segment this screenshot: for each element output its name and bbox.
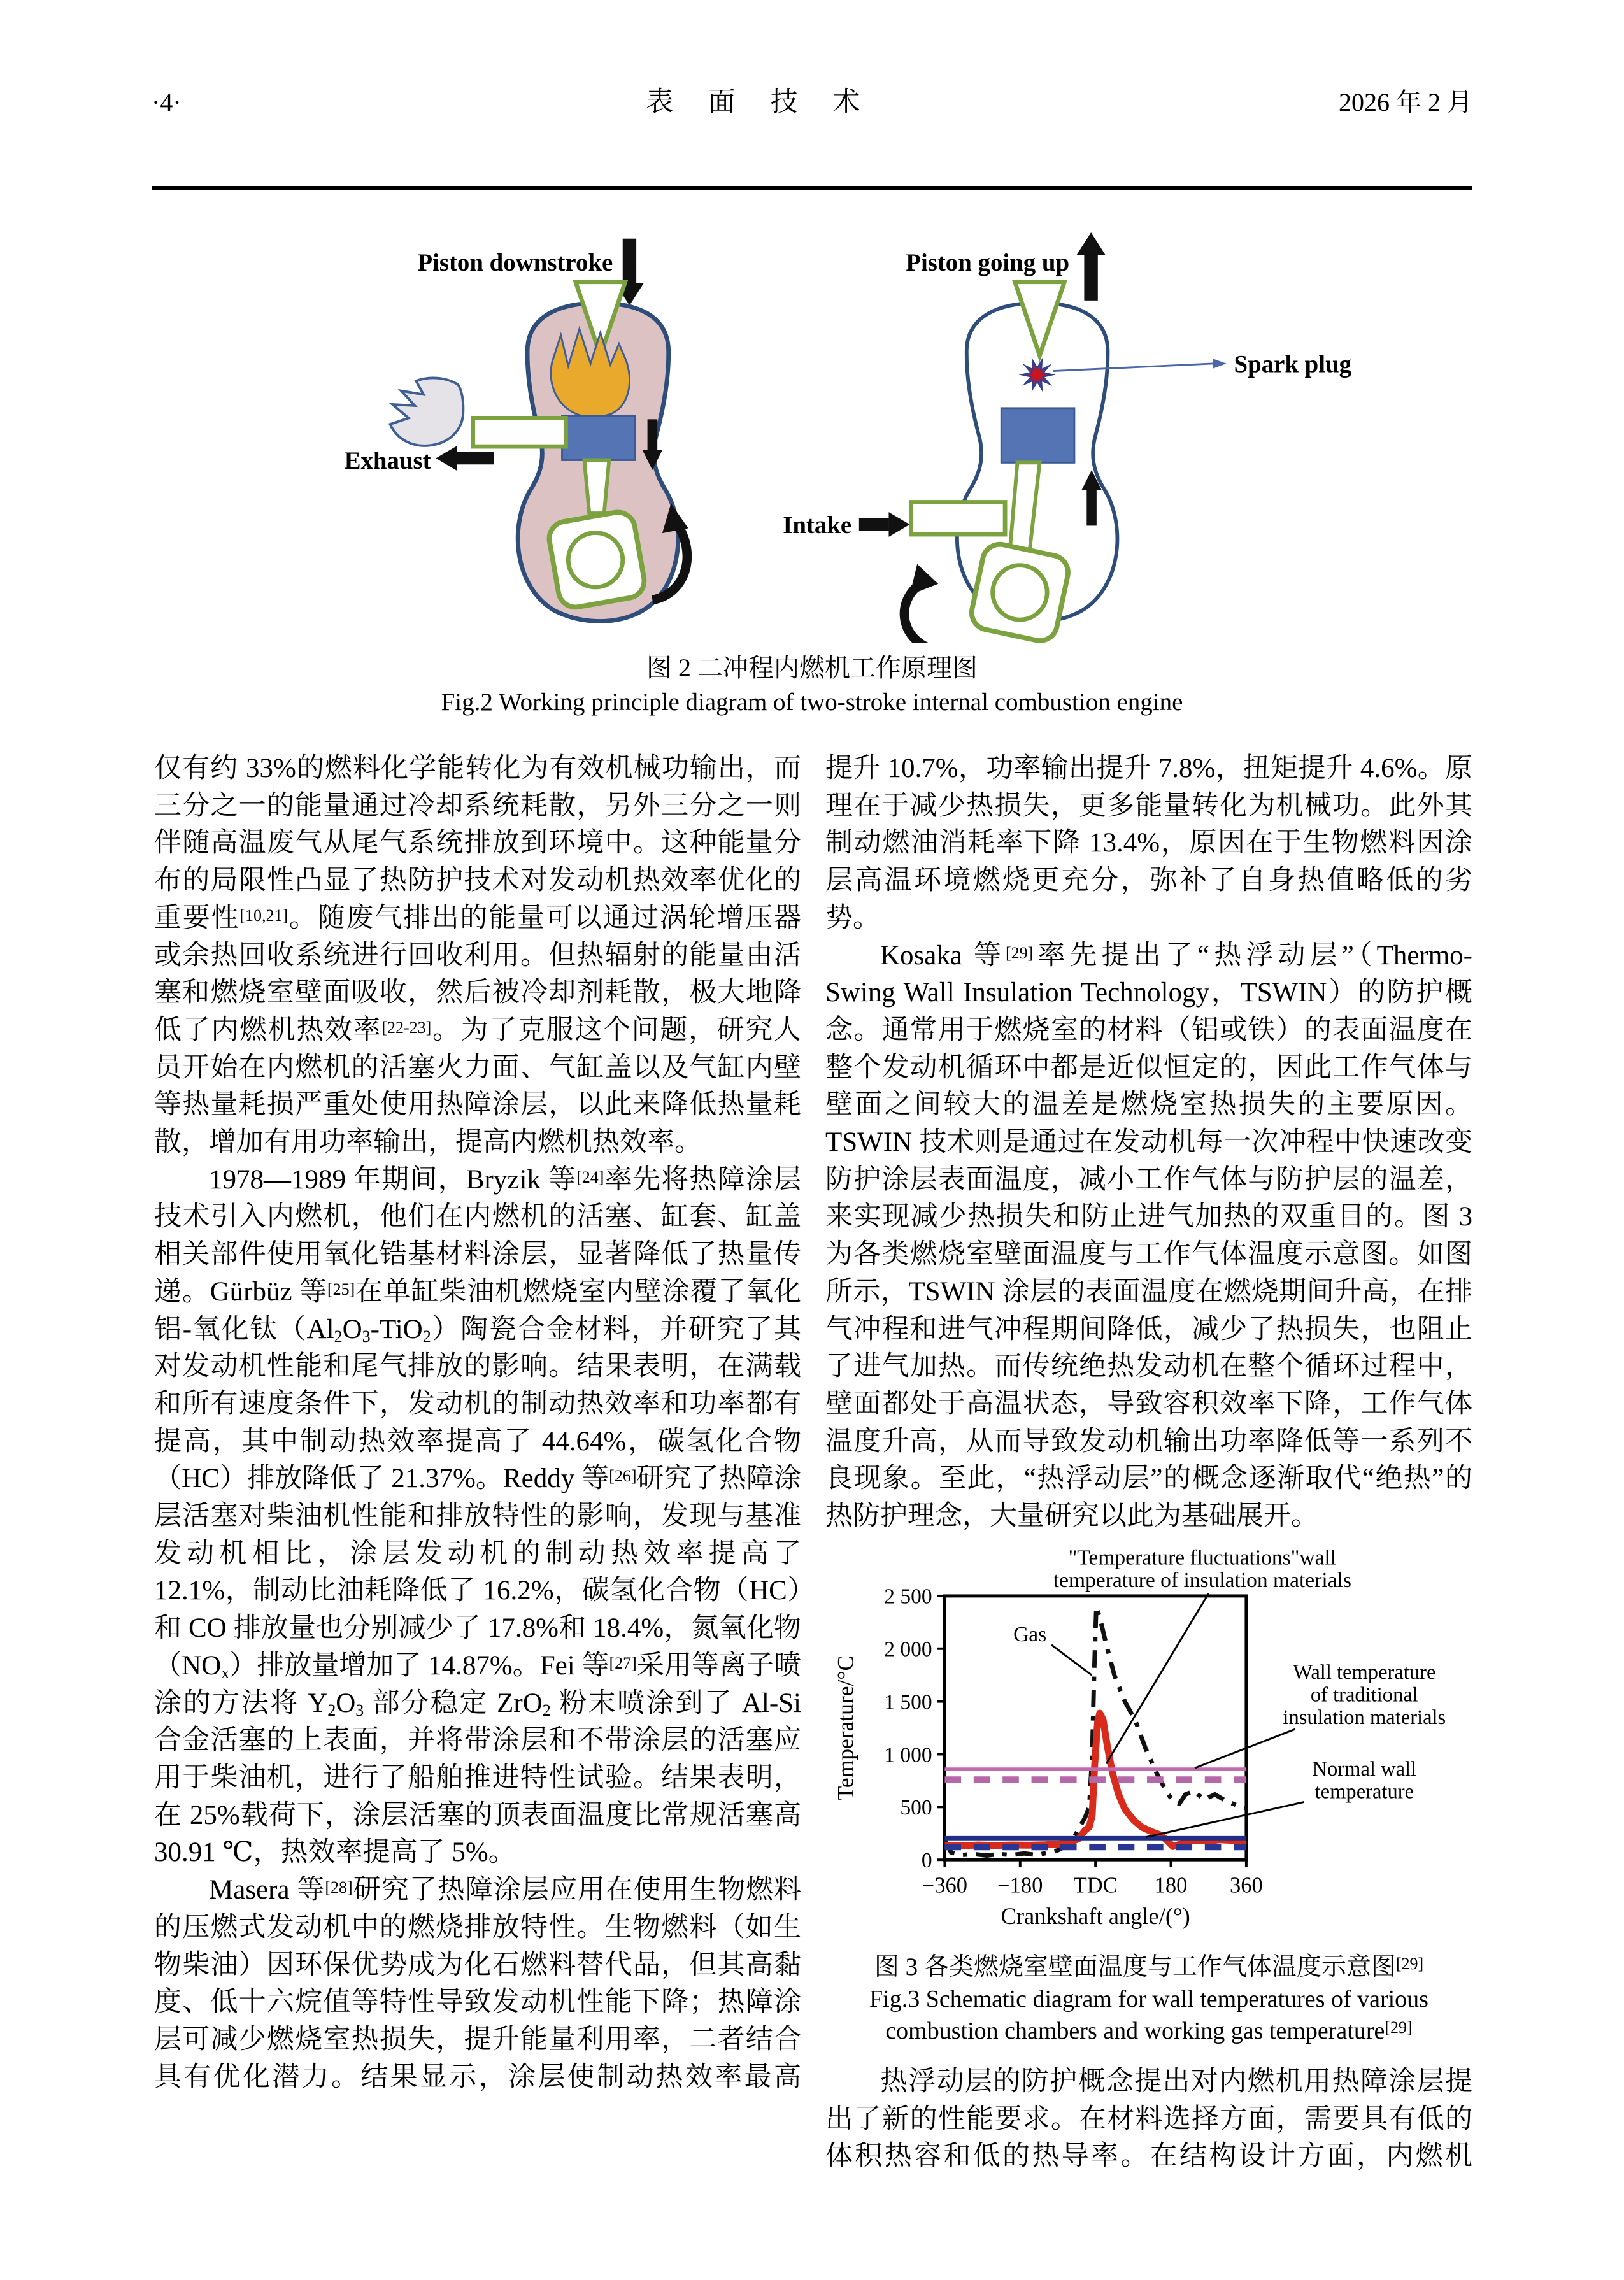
traditional-wall-label-line3: insulation materials	[1283, 1706, 1446, 1729]
right-column	[825, 750, 1472, 2176]
normal-wall-label-line2: temperature	[1314, 1780, 1414, 1804]
chart-title-line1: "Temperature fluctuations"wall	[1068, 1546, 1337, 1570]
chart-plot-area	[884, 1585, 1263, 1898]
figure3-caption	[825, 1951, 1472, 2047]
issue-date: 2026 年 2 月	[1338, 88, 1472, 117]
up-arrow-icon	[1077, 232, 1106, 301]
y-axis-label: Temperature/°C	[832, 1655, 858, 1800]
x-tick-label: 180	[1154, 1873, 1188, 1898]
figure3-chart	[825, 1546, 1472, 1948]
figure2-caption-zh: 图 2 二冲程内燃机工作原理图	[646, 653, 978, 682]
right-column-bottom-text	[825, 2063, 1472, 2176]
right-column-top-text	[825, 750, 1472, 1535]
gas-series-label: Gas	[1013, 1622, 1047, 1646]
paragraph: 仅有约 33%的燃料化学能转化为有效机械功输出，而三分之一的能量通过冷却系统耗散，另外三分之一则伴随高温废气从尾气系统排放到环境中。这种能量分布的局限性凸显了热防护技术对发动机热效率优化的重要性[10,21]。随废气排出的能量可以通过涡轮增压器或余热回收系统进行回收利用。但热辐射的能量由活塞和燃烧室壁面吸收，然后被冷却剂耗散，极大地降低了内燃机热效率[22-23]。为了克服这个问题，研究人员开始在内燃机的活塞火力面、气缸盖以及气缸内壁等热量耗损严重处使用热障涂层，以此来降低热量耗散，增加有用功率输出，提高内燃机热效率。	[154, 753, 802, 1158]
header-rule	[152, 186, 1472, 190]
traditional-wall-label-line2: of traditional	[1310, 1683, 1418, 1707]
chart-title-line2: temperature of insulation materials	[1053, 1568, 1351, 1592]
piston-downstroke-label: Piston downstroke	[417, 249, 613, 277]
gas-pointer-line	[1051, 1645, 1092, 1675]
x-axis-label: Crankshaft angle/(°)	[1001, 1902, 1190, 1929]
figure3-caption-en2: combustion chambers and working gas temperature[29]	[885, 2018, 1413, 2045]
x-tick-label: TDC	[1073, 1873, 1118, 1898]
paragraph: 热浮动层的防护概念提出对内燃机用热障涂层提出了新的性能要求。在材料选择方面，需要具有低的体积热容和低的热导率。在结构设计方面，内燃机	[825, 2067, 1472, 2172]
crankshaft-right	[969, 541, 1071, 643]
intake-port	[911, 502, 1005, 535]
paragraph: 1978—1989 年期间，Bryzik 等[24]率先将热障涂层技术引入内燃机，他们在内燃机的活塞、缸套、缸盖相关部件使用氧化锆基材料涂层，显著降低了热量传递。Gürbüz 等[25]在单缸柴油机燃烧室内壁涂覆了氧化铝-氧化钛$(Al_2O_3-TiO_2)$陶瓷合金材料，并研究了其对发动机性能和尾气排放的影响。结果表明，在满载和所有速度条件下，发动机的制动热效率和功率都有提高，其中制动热效率提高了 44.64%，碳氢化合物（HC）排放降低了 21.37%。Reddy 等[26]研究了热障涂层活塞对柴油机性能和排放特性的影响，发现与基准发动机相比，涂层发动机的制动热效率提高了 12.1%，制动比油耗降低了 16.2%，碳氢化合物（HC）和 CO 排放量也分别减少了 17.8%和 18.4%，氮氧化物$(NO_x)$排放量增加了 14.87%。Fei 等[27]采用等离子喷涂的方法将 $Y_2O_3$ 部分稳定 ZrO$_2$ 粉末喷涂到了 Al-Si 合金活塞的上表面，并将带涂层和不带涂层的活塞应用于柴油机，进行了船舶推进特性试验。结果表明，在 25%载荷下，涂层活塞的顶表面温度比常规活塞高 30.91 ℃，热效率提高了 5%。	[154, 1164, 802, 1868]
exhaust-label: Exhaust	[344, 447, 431, 475]
y-tick-label: 0	[921, 1848, 932, 1872]
exhaust-port	[473, 418, 566, 446]
paragraph: Kosaka 等[29]率先提出了“热浮动层”（Thermo-Swing Wall Insulation Technology，TSWIN）的防护概念。通常用于燃烧室的材料（铝或铁）的表面温度在整个发动机循环中都是近似恒定的，因此工作气体与壁面之间较大的温差是燃烧室热损失的主要原因。TSWIN 技术则是通过在发动机每一次冲程中快速改变防护涂层表面温度，减小工作气体与防护层的温差，来实现减少热损失和防止进气加热的双重目的。图 3 为各类燃烧室壁面温度与工作气体温度示意图。如图所示，TSWIN 涂层的表面温度在燃烧期间升高，在排气冲程和进气冲程期间降低，减少了热损失，也阻止了进气加热。而传统绝热发动机在整个循环过程中，壁面都处于高温状态，导致容积效率下降，工作气体温度升高，从而导致发动机输出功率降低等一系列不良现象。至此，“热浮动层”的概念逐渐取代“绝热”的热防护理念，大量研究以此为基础展开。	[825, 940, 1473, 1532]
page-number: ·4·	[152, 88, 182, 117]
paragraph: 提升 10.7%，功率输出提升 7.8%，扭矩提升 4.6%。原理在于减少热损失，更多能量转化为机械功。此外其制动燃油消耗率下降 13.4%，原因在于生物燃料因涂层高温环境燃烧更充分，弥补了自身热值略低的劣势。	[825, 753, 1472, 933]
piston-right	[1001, 408, 1074, 462]
figure3-svg	[825, 1546, 1472, 1948]
x-tick-label: 360	[1230, 1873, 1263, 1898]
y-tick-label: 500	[900, 1795, 932, 1820]
right-engine	[783, 232, 1351, 643]
figure3-caption-en1: Fig.3 Schematic diagram for wall temperatures of various	[869, 1986, 1428, 2013]
x-tick-label: −180	[997, 1873, 1043, 1898]
y-tick-label: 1 500	[884, 1690, 932, 1714]
rotation-arrow-icon-right	[904, 564, 938, 643]
figure2-caption-en: Fig.2 Working principle diagram of two-stroke internal combustion engine	[441, 688, 1183, 716]
crankshaft-left	[546, 509, 647, 610]
connecting-rod-left	[585, 460, 609, 513]
traditional-wall-label-line1: Wall temperature	[1293, 1660, 1436, 1684]
exhaust-smoke-icon	[390, 378, 463, 445]
left-engine	[345, 239, 688, 622]
normal-wall-label-line1: Normal wall	[1312, 1757, 1417, 1781]
piston-left	[562, 416, 636, 460]
figure2-svg	[210, 210, 1414, 643]
figure3-caption-zh: 图 3 各类燃烧室壁面温度与工作气体温度示意图[29]	[874, 1953, 1424, 1981]
normal-pointer-line	[1146, 1802, 1304, 1837]
journal-title: 表 面 技 术	[646, 87, 874, 117]
figure2-caption	[153, 651, 1471, 720]
figure2-diagram	[210, 210, 1414, 643]
page-header	[152, 80, 1472, 119]
intake-label: Intake	[783, 511, 852, 539]
exhaust-arrow-icon	[436, 446, 494, 471]
paragraph: Masera 等[28]研究了热障涂层应用在使用生物燃料的压燃式发动机中的燃烧排放特性。生物燃料（如生物柴油）因环保优势成为化石燃料替代品，但其高黏度、低十六烷值等特性导致发动机性能下降；热障涂层可减少燃烧室热损失，提升能量利用率，二者结合具有优化潜力。结果显示，涂层使制动热效率最高	[154, 1875, 802, 2092]
spark-plug-label: Spark plug	[1234, 350, 1352, 378]
left-column	[154, 750, 801, 2096]
intake-arrow-icon	[859, 512, 910, 537]
y-tick-label: 2 500	[884, 1585, 932, 1609]
y-tick-label: 1 000	[884, 1743, 932, 1767]
y-tick-label: 2 000	[884, 1637, 932, 1662]
piston-going-up-label: Piston going up	[906, 249, 1070, 277]
x-tick-label: −360	[922, 1873, 968, 1898]
title-pointer-line	[1106, 1593, 1209, 1763]
